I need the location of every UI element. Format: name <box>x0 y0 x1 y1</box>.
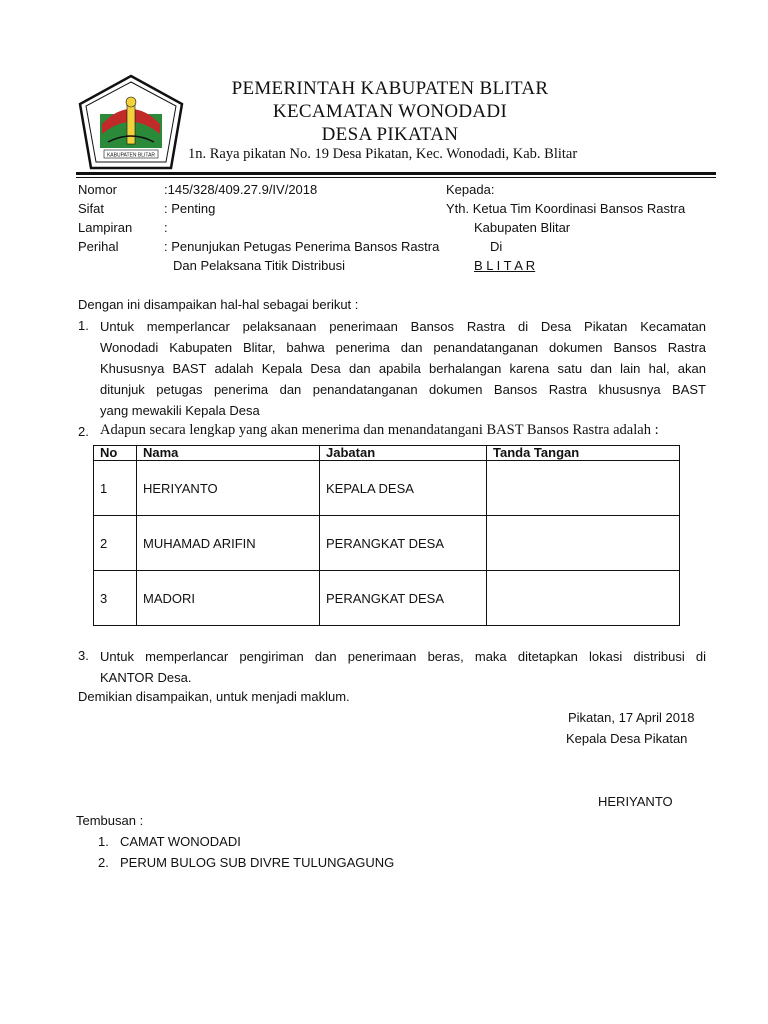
item-2-number: 2. <box>78 424 89 439</box>
table-header-tanda-tangan: Tanda Tangan <box>487 446 680 461</box>
nomor-label: Nomor <box>78 182 118 197</box>
header-line-2: KECAMATAN WONODADI <box>272 101 508 122</box>
tembusan-item-text: CAMAT WONODADI <box>120 834 241 849</box>
tembusan-item-number: 1. <box>98 834 109 849</box>
table-header-row <box>94 446 680 461</box>
officer-table <box>93 445 680 626</box>
intro-text: Dengan ini disampaikan hal-hal sebagai berikut : <box>78 297 359 312</box>
regency-emblem-logo <box>78 74 184 170</box>
item-1-line: Wonodadi Kabupaten Blitar, bahwa penerima dan penandatanganan dokumen Bansos Rastra <box>100 340 706 355</box>
tembusan-item-number: 2. <box>98 855 109 870</box>
nomor-value: :145/328/409.27.9/IV/2018 <box>164 182 318 197</box>
item-1-number: 1. <box>78 318 89 333</box>
item-3-line: Untuk memperlancar pengiriman dan penerimaan beras, maka ditetapkan lokasi distribusi di <box>100 649 706 664</box>
table-header-nama: Nama <box>137 446 320 461</box>
table-header-jabatan: Jabatan <box>320 446 487 461</box>
sifat-value: : Penting <box>164 201 216 216</box>
table-cell-signature <box>487 516 680 571</box>
item-3-paragraph <box>100 646 706 688</box>
item-1-line: Khususnya BAST adalah Kepala Desa dan apabila berhalangan karena satu dan lain hal, akan <box>100 361 706 376</box>
table-row <box>94 516 680 571</box>
header-divider-thin <box>76 177 716 178</box>
table-cell-jabatan: PERANGKAT DESA <box>320 571 487 626</box>
perihal-value-1: : Penunjukan Petugas Penerima Bansos Rastra <box>164 239 440 254</box>
perihal-value-2: Dan Pelaksana Titik Distribusi <box>173 258 345 273</box>
header-address: 1n. Raya pikatan No. 19 Desa Pikatan, Kec. Wonodadi, Kab. Blitar <box>188 146 578 162</box>
item-1-line: yang mewakili Kepala Desa <box>100 403 260 418</box>
sifat-label: Sifat <box>78 201 105 216</box>
header-line-3: DESA PIKATAN <box>321 124 459 145</box>
table-cell-signature <box>487 571 680 626</box>
header-divider-thick <box>76 172 716 175</box>
tembusan-item-text: PERUM BULOG SUB DIVRE TULUNGAGUNG <box>120 855 395 870</box>
lampiran-value: : <box>164 220 168 235</box>
item-3-number: 3. <box>78 648 89 663</box>
lampiran-label: Lampiran <box>78 220 133 235</box>
table-cell-jabatan: PERANGKAT DESA <box>320 516 487 571</box>
recipient-kabupaten: Kabupaten Blitar <box>474 220 571 235</box>
item-1-paragraph <box>100 316 706 421</box>
table-cell-signature <box>487 461 680 516</box>
recipient-di: Di <box>490 239 503 254</box>
perihal-label: Perihal <box>78 239 119 254</box>
item-2-text: Adapun secara lengkap yang akan menerima dan menandatangani BAST Bansos Rastra adalah : <box>100 422 659 438</box>
table-cell-nama: HERIYANTO <box>137 461 320 516</box>
table-cell-jabatan: KEPALA DESA <box>320 461 487 516</box>
place-date: Pikatan, 17 April 2018 <box>568 710 695 725</box>
table-row <box>94 461 680 516</box>
table-row <box>94 571 680 626</box>
table-cell-no: 3 <box>94 571 137 626</box>
kepada-label: Kepada: <box>446 182 495 197</box>
table-cell-no: 2 <box>94 516 137 571</box>
logo-text: KABUPATEN BLITAR <box>106 152 156 159</box>
item-1-line: Untuk memperlancar pelaksanaan penerimaan Bansos Rastra di Desa Pikatan Kecamatan <box>100 319 706 334</box>
table-header-no: No <box>94 446 137 461</box>
table-cell-nama: MUHAMAD ARIFIN <box>137 516 320 571</box>
signatory-name: HERIYANTO <box>598 794 673 809</box>
header-line-1: PEMERINTAH KABUPATEN BLITAR <box>231 78 549 99</box>
recipient-yth: Yth. Ketua Tim Koordinasi Bansos Rastra <box>446 201 686 216</box>
tembusan-label: Tembusan : <box>76 813 144 828</box>
item-3-line: KANTOR Desa. <box>100 670 192 685</box>
table-cell-no: 1 <box>94 461 137 516</box>
item-1-line: ditunjuk petugas penerima dan penandatanganan dokumen Bansos Rastra khususnya BAST <box>100 382 706 397</box>
closing-text: Demikian disampaikan, untuk menjadi maklum. <box>78 689 350 704</box>
signatory-position: Kepala Desa Pikatan <box>566 731 688 746</box>
recipient-city: B L I T A R <box>474 258 536 273</box>
table-cell-nama: MADORI <box>137 571 320 626</box>
